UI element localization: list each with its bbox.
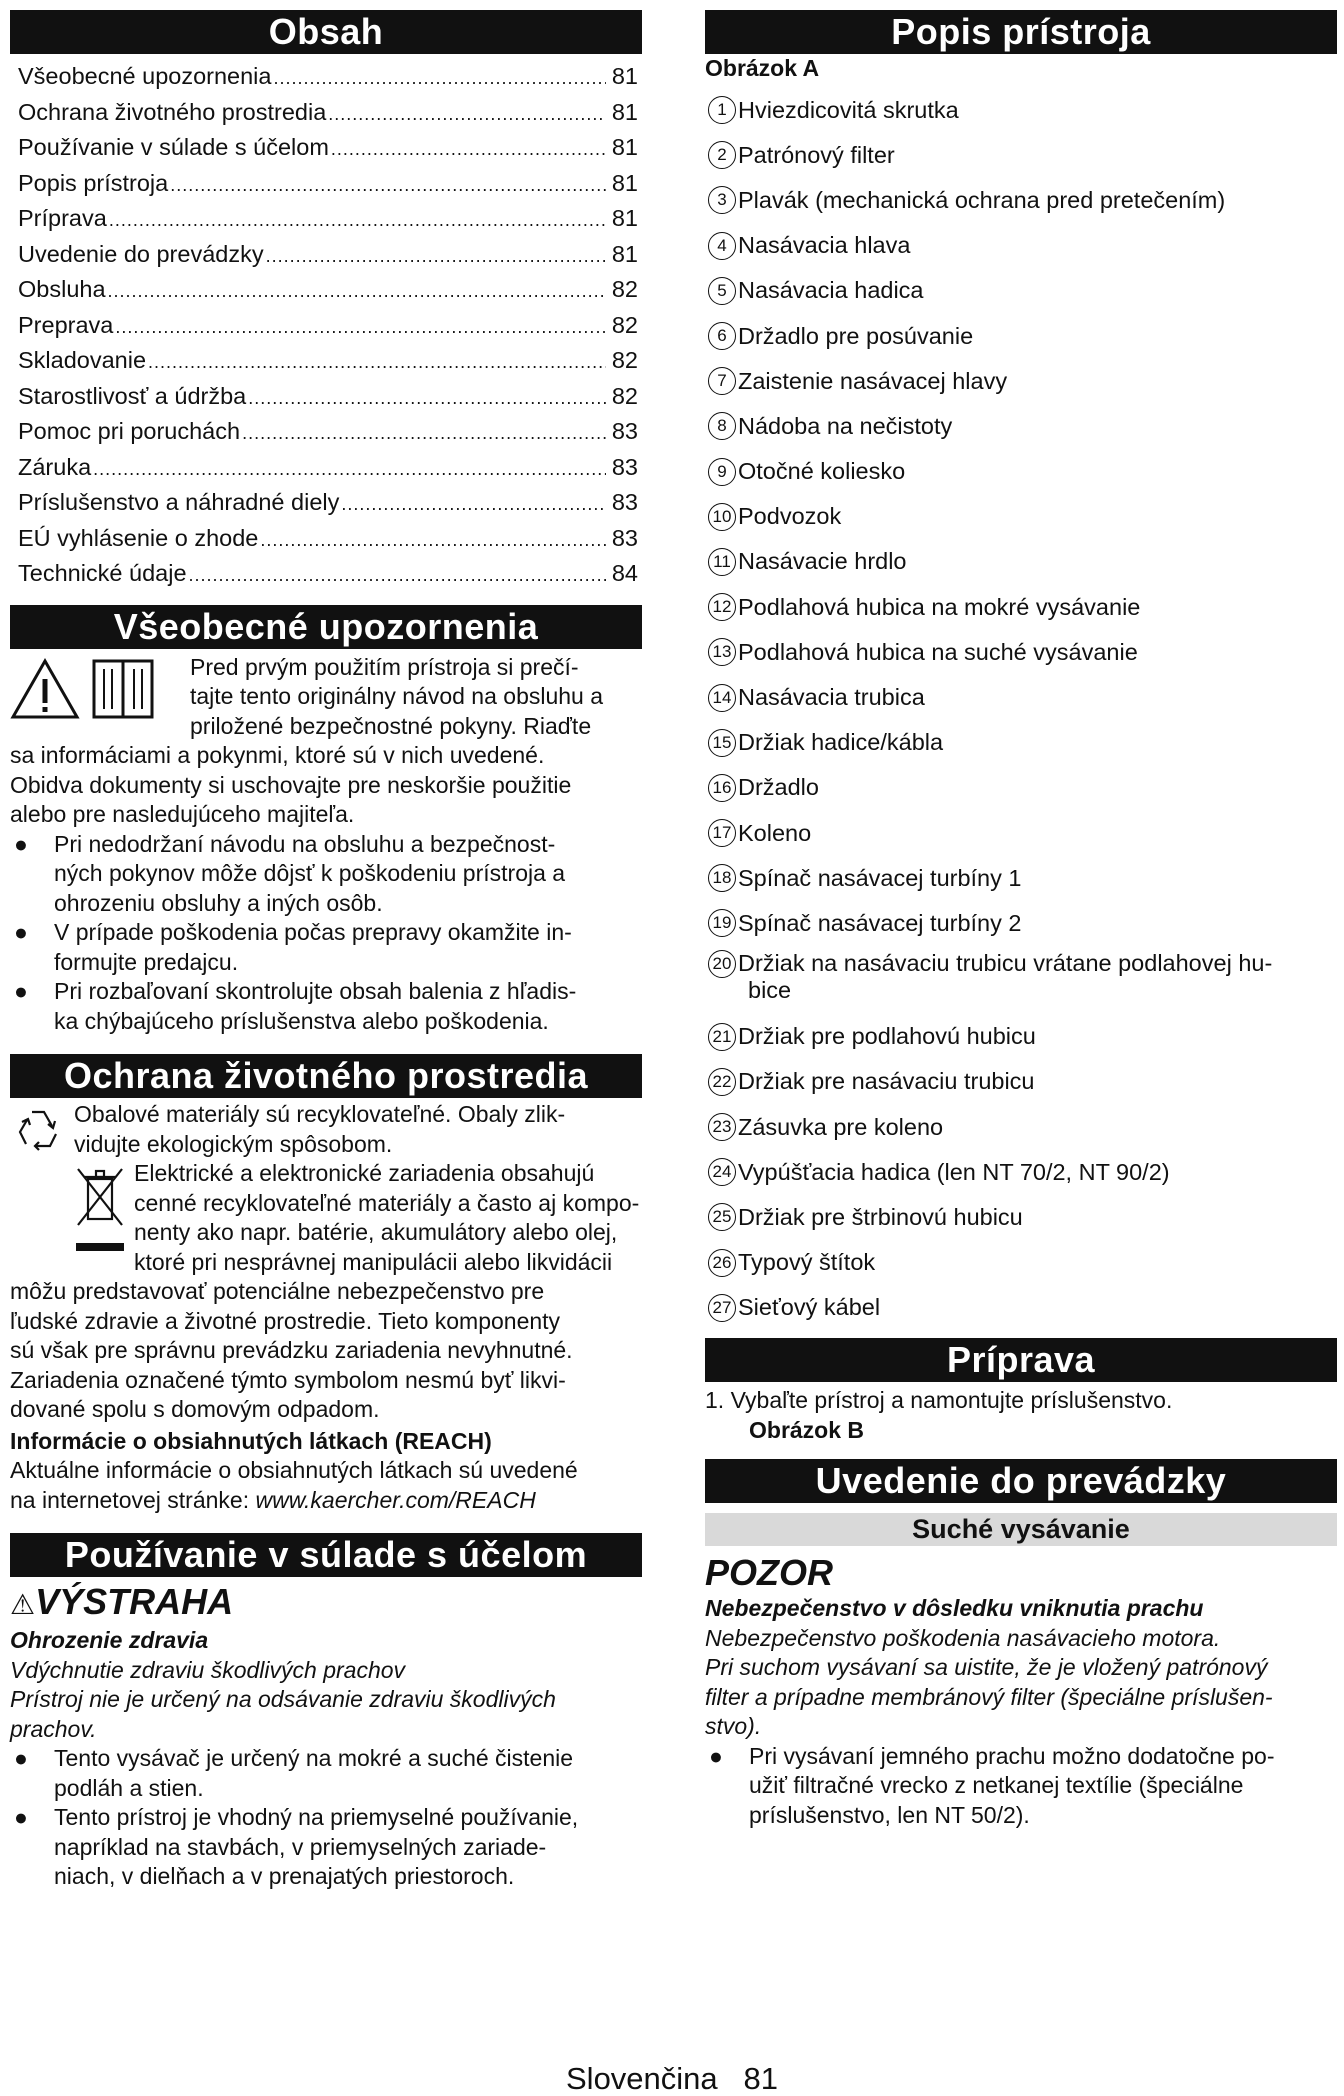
toc-row[interactable]: Záruka ..... 83 (18, 451, 638, 487)
intended-use-heading: Používanie v súlade s účelom (10, 1533, 642, 1577)
startup-heading: Uvedenie do prevádzky (705, 1459, 1337, 1503)
figure-b-label: Obrázok B (749, 1416, 865, 1443)
toc-row[interactable]: Popis prístroja ..... 81 (18, 167, 638, 203)
list-item: 9 Otočné koliesko (705, 449, 1337, 494)
list-item: 16 Držadlo (705, 765, 1337, 810)
list-item: ● V prípade poškodenia počas prepravy okamžite in- formujte predajcu. (14, 919, 572, 975)
dry-vacuuming-subheading: Suché vysávanie (705, 1513, 1337, 1546)
table-of-contents (18, 60, 638, 593)
toc-row[interactable]: Ochrana životného prostredia ..... 81 (18, 96, 638, 132)
list-item: 24 Vypúšťacia hadica (len NT 70/2, NT 90/2) (705, 1150, 1337, 1195)
toc-row[interactable]: Uvedenie do prevádzky ..... 81 (18, 238, 638, 274)
list-item: 1 Hviezdicovitá skrutka (705, 88, 1337, 133)
toc-row[interactable]: Obsluha ..... 82 (18, 273, 638, 309)
left-column (10, 10, 642, 1892)
toc-heading: Obsah (10, 10, 642, 54)
warning-triangle-icon: ⚠ (10, 1589, 36, 1620)
list-item: ● Pri vysávaní jemného prachu možno dodatočne po- užiť filtračné vrecko z netkanej textílie (špeciálne príslušenstvo, len NT 50/2). (709, 1742, 1275, 1828)
reach-title: Informácie o obsiahnutých látkach (REACH) (10, 1427, 492, 1454)
right-column: Popis prístroja Obrázok A 1 Hviezdicovitá skrutka 2 Patrónový filter 3 Plavák (mechanická ochrana pred pretečením) 4 Nasávacia hlava 5 Nasávacia hadica 6 Držadlo pre posúvanie 7 Zaistenie nasávacej hlavy 8 Nádoba na nečistoty 9 Otočné koliesko 10 Podvozok 11 Nasávacie hrdlo 12 Podlahová hubica na mokré vysávanie 13 Podlahová hubica na suché vysávanie 14 Nasávacia trubica 15 Držiak hadice/kábla 16 Držadlo 17 Koleno 18 Spínač nasávacej turbíny 1 19 Spínač nasávacej turbíny 2 20 Držiak na nasávaciu trubicu vrátane podlahovej hu- bice 21 Držiak pre podlahovú hubicu 22 Držiak pre nasávaciu trubicu 23 Zásuvka pre koleno 24 Vypúšťacia hadica (len NT 70/2, NT 90/2) 25 Držiak pre štrbinovú hubicu 26 Typový štítok 27 Sieťový kábel Príprava 1. Vybaľte prístroj a namontujte príslušenstvo. Obrázok B Uvedenie do prevádzky Suché vysávanie POZOR Nebezpečenstvo v dôsledku vniknutia prachu Nebezpečenstvo poškodenia nasávacieho motora. Pri suchom vysávaní sa uistite, že je vložený patrónový filter a prípadne membránový filter (špeciálne príslušen- stvo). ● Pri vysávaní jemného prachu možno dodatočne po- užiť filtračné vrecko z netkanej textílie (špeciálne príslušenstvo, len NT 50/2). (705, 10, 1337, 1830)
list-item: 4 Nasávacia hlava (705, 223, 1337, 268)
list-item: 11 Nasávacie hrdlo (705, 539, 1337, 584)
list-item: ● Tento prístroj je vhodný na priemyselné používanie, napríklad na stavbách, v priemyselných zariade- niach, v dielňach a v prenajatých priestoroch. (14, 1804, 579, 1889)
toc-row[interactable]: Preprava ..... 82 (18, 309, 638, 345)
environment-section: Obalové materiály sú recyklovateľné. Obaly zlik- vidujte ekologickým spôsobom. Elektrické a elektronické zariadenia obsahujú cenné recyklovateľné materiály a často aj kompo- nenty ako napr. batérie, akumulátory alebo olej, ktoré pri nesprávnej manipulácii alebo likvidácii môžu predstavovať potenciálne nebezpečenstvo pre ľudské zdravie a životné prostredie. Tieto komponenty sú však pre správnu prevádzku zariadenia nevyhnutné. Zariadenia označené týmto symbolom nesmú byť likvi- dované spolu s domovým odpadom. Informácie o obsiahnutých látkach (REACH) Aktuálne informácie o obsiahnutých látkach sú uvedené na internetovej stránke: www.kaercher.com/REACH (10, 1100, 642, 1515)
toc-row[interactable]: Skladovanie ..... 82 (18, 344, 638, 380)
page-footer (0, 2062, 1344, 2096)
caution-label: POZOR (705, 1552, 834, 1594)
figure-a-label: Obrázok A (705, 55, 820, 81)
toc-row[interactable]: Technické údaje ..... 84 (18, 557, 638, 593)
list-item: 3 Plavák (mechanická ochrana pred pretečením) (705, 178, 1337, 223)
list-item: 19 Spínač nasávacej turbíny 2 (705, 901, 1337, 946)
list-item: 22 Držiak pre nasávaciu trubicu (705, 1059, 1337, 1104)
toc-row[interactable]: Pomoc pri poruchách ..... 83 (18, 415, 638, 451)
footer-language: Slovenčina (566, 2061, 718, 2096)
list-item: 5 Nasávacia hadica (705, 268, 1337, 313)
general-notes-section: Pred prvým použitím prístroja si prečí- tajte tento originálny návod na obsluhu a priložené bezpečnostné pokyny. Riaďte sa informáciami a pokynmi, ktoré sú v nich uvedené. Obidva dokumenty si uschovajte pre neskoršie použitie alebo pre nasledujúceho majiteľa. ● Pri nedodržaní návodu na obsluhu a bezpečnost- ných pokynov môže dôjsť k poškodeniu prístroja a ohrozeniu obsluhy a iných osôb. ● V prípade poškodenia počas prepravy okamžite in- formujte predajcu. ● Pri rozbaľovaní skontrolujte obsah balenia z hľadis- ka chýbajúceho príslušenstva alebo poškodenia. (10, 653, 642, 1037)
list-item: 13 Podlahová hubica na suché vysávanie (705, 630, 1337, 675)
warning-icon (10, 657, 80, 726)
reach-link[interactable]: www.kaercher.com/REACH (255, 1486, 536, 1513)
list-item: ● Pri nedodržaní návodu na obsluhu a bezpečnost- ných pokynov môže dôjsť k poškodeniu prístroja a ohrozeniu obsluhy a iných osôb. (14, 830, 566, 916)
list-item: 18 Spínač nasávacej turbíny 1 (705, 856, 1337, 901)
toc-row[interactable]: Príslušenstvo a náhradné diely ..... 83 (18, 486, 638, 522)
environment-heading: Ochrana životného prostredia (10, 1054, 642, 1098)
toc-row[interactable]: Používanie v súlade s účelom ..... 81 (18, 131, 638, 167)
preparation-heading: Príprava (705, 1338, 1337, 1382)
list-item: ● Pri rozbaľovaní skontrolujte obsah balenia z hľadis- ka chýbajúceho príslušenstva alebo poškodenia. (14, 978, 577, 1034)
list-item: 15 Držiak hadice/kábla (705, 720, 1337, 765)
list-item: 8 Nádoba na nečistoty (705, 404, 1337, 449)
general-notes-heading: Všeobecné upozornenia (10, 605, 642, 649)
list-item: 14 Nasávacia trubica (705, 675, 1337, 720)
list-item: 26 Typový štítok (705, 1240, 1337, 1285)
list-item: 23 Zásuvka pre koleno (705, 1104, 1337, 1149)
list-item: ● Tento vysávač je určený na mokré a suché čistenie podláh a stien. (14, 1745, 574, 1801)
recycle-icon (10, 1102, 66, 1163)
list-item: 2 Patrónový filter (705, 133, 1337, 178)
parts-list (705, 88, 1337, 1331)
manual-book-icon (88, 657, 158, 726)
list-item: 6 Držadlo pre posúvanie (705, 313, 1337, 358)
page-number: 81 (743, 2061, 778, 2096)
list-item: 21 Držiak pre podlahovú hubicu (705, 1014, 1337, 1059)
list-item: 27 Sieťový kábel (705, 1285, 1337, 1330)
toc-row[interactable]: EÚ vyhlásenie o zhode ..... 83 (18, 522, 638, 558)
list-item: 17 Koleno (705, 811, 1337, 856)
toc-row[interactable]: Starostlivosť a údržba ..... 82 (18, 380, 638, 416)
list-item: 25 Držiak pre štrbinovú hubicu (705, 1195, 1337, 1240)
list-item: 12 Podlahová hubica na mokré vysávanie (705, 585, 1337, 630)
warning-label: ⚠VÝSTRAHA (10, 1581, 234, 1622)
list-item: 20 Držiak na nasávaciu trubicu vrátane podlahovej hu- bice (705, 946, 1337, 1014)
list-item: 10 Podvozok (705, 494, 1337, 539)
toc-row[interactable]: Všeobecné upozornenia ..... 81 (18, 60, 638, 96)
list-item: 7 Zaistenie nasávacej hlavy (705, 359, 1337, 404)
device-description-heading: Popis prístroja (705, 10, 1337, 54)
toc-row[interactable]: Príprava ..... 81 (18, 202, 638, 238)
intended-use-section: ⚠VÝSTRAHA Ohrozenie zdravia Vdýchnutie zdraviu škodlivých prachov Prístroj nie je určený na odsávanie zdraviu škodlivých prachov. ● Tento vysávač je určený na mokré a suché čistenie podláh a stien. ● Tento prístroj je vhodný na priemyselné používanie, napríklad na stavbách, v priemyselných zariade- niach, v dielňach a v prenajatých priestoroch. (10, 1581, 642, 1892)
crossed-bin-icon (72, 1163, 128, 1264)
